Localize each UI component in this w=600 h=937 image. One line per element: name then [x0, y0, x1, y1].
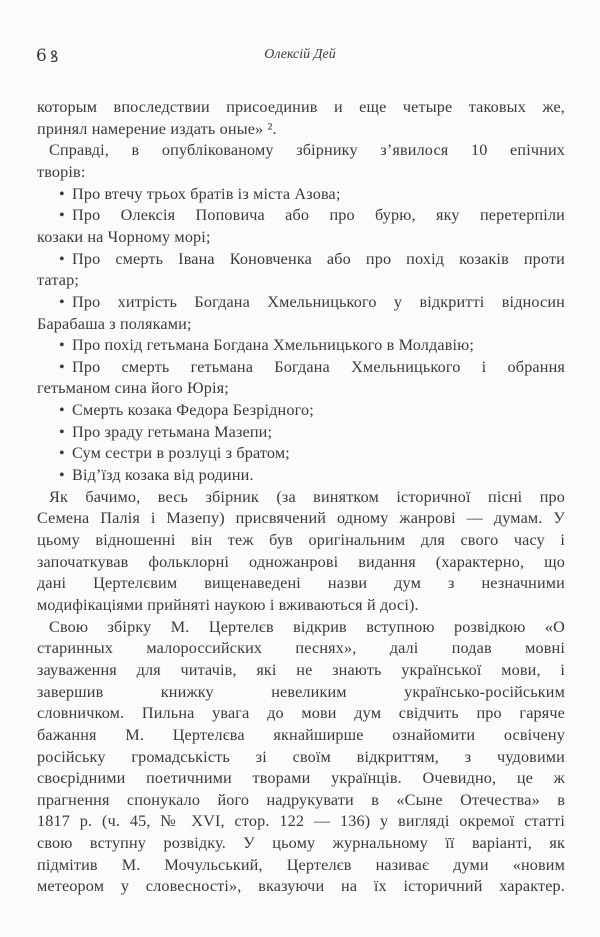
line-text: Про смерть Івана Коновченка або про похід козаків проти [72, 249, 565, 268]
text-line [37, 508, 565, 528]
line-text: Про хитрість Богдана Хмельницького у відкритті відносин [72, 292, 565, 311]
line-text: Сум сестри в розлуці з братом; [72, 444, 290, 463]
bullet-icon: • [59, 292, 65, 311]
line-text: Свою збірку М. Цертелєв відкрив вступною розвідкою «О [49, 617, 565, 636]
bullet-icon: • [59, 357, 65, 376]
line-text: російську громадськість зі своїм відкриттям, з чудовими [37, 747, 565, 766]
line-text: модифікаціями прийняті наукою і вживаються й досі). [37, 595, 419, 614]
line-text: своєрідними поетичними творами українців. Очевидно, це ж [37, 769, 565, 788]
page-number: 6 [36, 46, 47, 66]
line-text: Справді, в опублікованому збірнику з’явилося 10 епічних [49, 141, 565, 160]
running-title: Олексій Дей [264, 47, 336, 62]
line-text: 1817 р. (ч. 45, № XVI, стор. 122 — 136) у вигляді окремої статті [37, 812, 565, 831]
ornament-icon: ꝸ [50, 47, 59, 66]
list-item-line [59, 335, 565, 355]
line-text: козаки на Чорному морі; [37, 227, 211, 246]
list-item-line [59, 357, 565, 377]
list-item-line [59, 249, 565, 269]
list-item-line [59, 400, 565, 420]
text-line [37, 660, 565, 680]
list-item-line [59, 422, 565, 442]
text-line [37, 811, 565, 831]
line-text: гетьманом сина його Юрія; [37, 379, 229, 398]
line-text: свою вступну розвідку. У цьому журнальному її варіанті, як [37, 834, 565, 853]
bullet-icon: • [59, 336, 65, 355]
text-line [37, 573, 565, 593]
line-text: Про Олексія Поповича або про бурю, яку перетерпіли [72, 206, 565, 225]
line-text: підмітив М. Мочульський, Цертелєв називає думи «новим [37, 855, 565, 874]
line-text: зауваження для читачів, які не знають української мови, і [37, 660, 565, 679]
list-item-line [59, 184, 565, 204]
text-line [37, 595, 565, 615]
line-text: Від’їзд козака від родини. [72, 466, 254, 485]
text-line [49, 617, 565, 637]
line-text: прагнення спонукало його надрукувати в «Сыне Отечества» в [37, 790, 565, 809]
bullet-icon: • [59, 184, 65, 203]
text-line [37, 270, 565, 290]
line-text: Смерть козака Федора Безрідного; [72, 401, 314, 420]
list-item-line [59, 205, 565, 225]
line-text: словничком. Пильна увага до мови дум свідчить про гаряче [37, 704, 565, 723]
list-item-line [59, 292, 565, 312]
bullet-icon: • [59, 401, 65, 420]
line-text: започаткував фольклорні одножанрові видання (характерно, що [37, 552, 565, 571]
bullet-icon: • [59, 206, 65, 225]
text-line [37, 162, 565, 182]
line-text: Барабаша з поляками; [37, 314, 192, 333]
text-line [37, 703, 565, 723]
line-text: Про смерть гетьмана Богдана Хмельницького і обрання [72, 357, 565, 376]
line-text: Про зраду гетьмана Мазепи; [72, 422, 273, 441]
bullet-icon: • [59, 422, 65, 441]
text-line [37, 552, 565, 572]
text-line [49, 487, 565, 507]
line-text: Про похід гетьмана Богдана Хмельницького в Молдавію; [72, 336, 475, 355]
text-line [37, 855, 565, 875]
line-text: Про втечу трьох братів із міста Азова; [72, 184, 341, 203]
text-line [49, 140, 565, 160]
text-line [37, 768, 565, 788]
text-line [37, 97, 565, 117]
text-line [37, 725, 565, 745]
text-line [37, 747, 565, 767]
line-text: завершив книжку невеликим українсько-російським [37, 682, 565, 701]
text-line [37, 833, 565, 853]
bullet-icon: • [59, 444, 65, 463]
text-line [37, 227, 565, 247]
line-text: татар; [37, 271, 79, 290]
text-line [37, 119, 565, 139]
text-line [37, 790, 565, 810]
text-line [37, 530, 565, 550]
line-text: дані Цертелєвим вищенаведені назви дум з незначними [37, 574, 565, 593]
text-line [37, 314, 565, 334]
line-text: цьому відношенні він теж був оригінальним для свого часу і [37, 531, 565, 549]
line-text: метеором у словесності», вказуючи на їх історичний характер. [37, 877, 565, 896]
list-item-line [59, 465, 565, 485]
bullet-icon: • [59, 466, 65, 485]
text-line [37, 378, 565, 398]
bullet-icon: • [59, 249, 65, 268]
line-text: Як бачимо, весь збірник (за винятком історичної пісні про [49, 487, 565, 506]
text-line [37, 682, 565, 702]
text-line [37, 638, 565, 658]
line-text: старинных малороссийских песнях», далі подав мовні [37, 639, 565, 658]
line-text: бажання М. Цертелєва якнайширше ознайомити освічену [37, 725, 565, 744]
line-text: Семена Палія і Мазепу) присвячений одному жанрові — думам. У [37, 509, 565, 528]
list-item-line [59, 443, 565, 463]
line-text: творів: [37, 162, 86, 181]
text-line [37, 876, 565, 896]
line-text: принял намерение издать оные» ². [37, 119, 277, 138]
line-text: которым впоследствии присоединив и еще четыре таковых же, [37, 98, 565, 116]
